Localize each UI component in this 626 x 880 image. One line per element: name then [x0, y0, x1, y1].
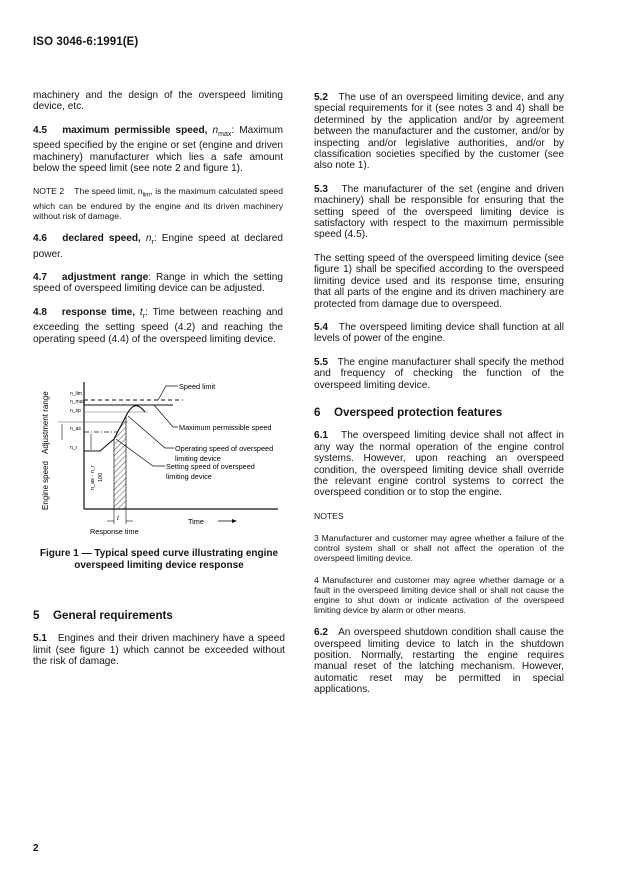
label-fraction-num: n_as - n_r	[90, 465, 96, 490]
paragraph-5-4	[314, 322, 564, 345]
definition-text: : Maximum speed specified by the engine or set (engine and driven machinery) manufacturer which lies a safe amount below the speed limit (see note 2 and figure 1).	[33, 124, 283, 175]
speed-curve-diagram	[28, 372, 298, 537]
label-operating-speed-2: limiting device	[175, 454, 221, 463]
clause-number: 4.8	[33, 306, 48, 318]
clause-number: 5.2	[314, 92, 329, 103]
left-column	[33, 90, 283, 357]
note-3: 3 Manufacturer and customer may agree whether a failure of the control system shall or shall not affect the operation of the overspeed limiting device.	[314, 533, 564, 564]
document-id-header: ISO 3046-6:1991(E)	[33, 36, 139, 48]
clause-number: 5.3	[314, 183, 329, 195]
label-fraction-den: 100	[98, 472, 104, 482]
label-speed-limit: Speed limit	[179, 382, 216, 391]
clause-number: 4.7	[33, 272, 48, 283]
figure-caption-line-2: overspeed limiting device response	[74, 560, 244, 571]
term: response time,	[61, 306, 136, 318]
label-setting-speed-2: limiting device	[166, 472, 212, 481]
section-title: General requirements	[53, 609, 173, 622]
label-operating-speed-1: Operating speed of overspeed	[175, 444, 274, 453]
note-subscript: lim	[142, 193, 151, 200]
figure-caption-and-section-5	[33, 548, 285, 680]
clause-number: 5.5	[314, 356, 329, 368]
paragraph-6-2	[314, 627, 564, 695]
note-text: The speed limit, n	[74, 186, 143, 197]
label-n-r: n_r	[70, 445, 78, 451]
clause-number: 5.4	[314, 321, 329, 333]
label-tr: t	[117, 515, 119, 522]
clause-number: 6.2	[314, 627, 329, 639]
definition-text: : Range in which the setting speed of overspeed limiting device can be adjusted.	[33, 272, 283, 295]
figure-caption-line-1: Figure 1 — Typical speed curve illustrating engine	[39, 548, 279, 559]
clause-number: 5.1	[33, 633, 48, 645]
symbol: n	[212, 124, 219, 136]
definition-4-5	[33, 125, 283, 175]
label-response-time: Response time	[90, 527, 139, 536]
figure-1-speed-curve	[28, 372, 298, 537]
symbol: n	[145, 233, 152, 245]
paragraph-5-2	[314, 92, 564, 172]
right-column	[314, 92, 564, 708]
note-text-rest: , is the maximum calculated speed which can be endured by the engine and its driven machinery without risk of damage.	[33, 186, 283, 222]
symbol-subscript: r	[142, 312, 146, 320]
clause-number: 4.5	[33, 124, 48, 136]
definition-4-6	[33, 233, 283, 260]
section-6-heading	[314, 407, 564, 418]
paragraph-5-5	[314, 357, 564, 391]
symbol-subscript: r	[151, 239, 154, 247]
note-4: 4 Manufacturer and customer may agree whether damage or a fault in the overspeed limiting device shall or shall not cause the engine to shut down or indicate activation of the overspeed limiting device by alarm or other means.	[314, 575, 564, 616]
section-title: Overspeed protection features	[334, 405, 503, 419]
paragraph-text: The overspeed limiting device shall function at all levels of power of the engine.	[314, 321, 564, 345]
definition-text: : Time between reaching and exceeding the setting speed (4.2) and reaching the operating speed (4.4) of the overspeed limiting device.	[33, 306, 284, 345]
page-number: 2	[33, 843, 39, 854]
note-2	[33, 186, 283, 221]
clause-number: 4.6	[33, 233, 48, 245]
symbol-subscript: max	[218, 130, 232, 138]
note-label: NOTE 2	[33, 186, 65, 197]
paragraph-text: The use of an overspeed limiting device, and any special requirements for it (see notes 3 and 4) shall be determined by the application and/or by agreement between the manufacturer and the customer, and/or by inspecting and/or legislative authorities, and/or by classification societies specified by the customer (see also note 1).	[314, 92, 564, 172]
term: declared speed,	[62, 233, 141, 245]
label-n-sp: n_sp	[70, 408, 81, 414]
paragraph-5-3-continued: The setting speed of the overspeed limiting device (see figure 1) shall be specified according to the overspeed limiting device used and its response time, ensuring that all parts of the engine and its driven machinery are protected from damage due to overspeed.	[314, 252, 564, 310]
paragraph-text: The manufacturer of the set (engine and driven machinery) shall be responsible for ensuring that the setting speed of the overspeed limiting device is satisfactory with respect to the maximum permissible speed (4.5).	[314, 183, 564, 241]
paragraph-text: The overspeed limiting device shall not affect in any way the normal operation of the engine control systems. However, upon reaching an overspeed condition, the overspeed limiting device shall override the relevant engine control systems to correct the overspeed condition or to stop the engine.	[314, 430, 564, 499]
label-setting-speed-1: Setting speed of overspeed	[166, 462, 255, 471]
label-engine-speed-axis: Engine speed	[41, 461, 50, 510]
notes-heading: NOTES	[314, 510, 344, 521]
clause-number: 6.1	[314, 430, 329, 442]
label-n-lim: n_lim	[70, 391, 82, 397]
definition-4-7	[33, 272, 283, 295]
label-n-max: n_max	[70, 399, 86, 405]
paragraph-text: The engine manufacturer shall specify the method and frequency of checking the function of the overspeed limiting device.	[314, 356, 564, 391]
paragraph-6-1	[314, 430, 564, 498]
label-max-permissible-speed: Maximum permissible speed	[179, 423, 272, 432]
figure-caption	[33, 548, 285, 572]
paragraph-text: Engines and their driven machinery have a speed limit (see figure 1) which cannot be exceeded without the risk of damage.	[33, 633, 285, 668]
label-time-axis: Time	[188, 517, 204, 526]
symbol: t	[139, 306, 143, 318]
section-number: 6	[314, 405, 321, 419]
term: maximum permissible speed,	[62, 124, 208, 136]
term: adjustment range	[61, 272, 149, 283]
intro-continuation: machinery and the design of the overspeed limiting device, etc.	[33, 90, 283, 113]
label-n-as: n_as	[70, 426, 81, 432]
paragraph-5-3	[314, 184, 564, 241]
paragraph-5-1	[33, 633, 285, 667]
paragraph-text: An overspeed shutdown condition shall cause the overspeed limiting device to latch in the shutdown position. Normally, restarting the engine requires manual reset of the latching mechanism. However, automatic reset may be permitted in special applications.	[314, 627, 565, 696]
response-time-hatch	[114, 416, 126, 509]
section-5-heading	[33, 610, 285, 621]
definition-4-8	[33, 307, 283, 345]
definition-text: : Engine speed at declared power.	[33, 233, 283, 260]
label-adjustment-range: Adjustment range	[41, 391, 50, 454]
section-number: 5	[33, 609, 40, 622]
